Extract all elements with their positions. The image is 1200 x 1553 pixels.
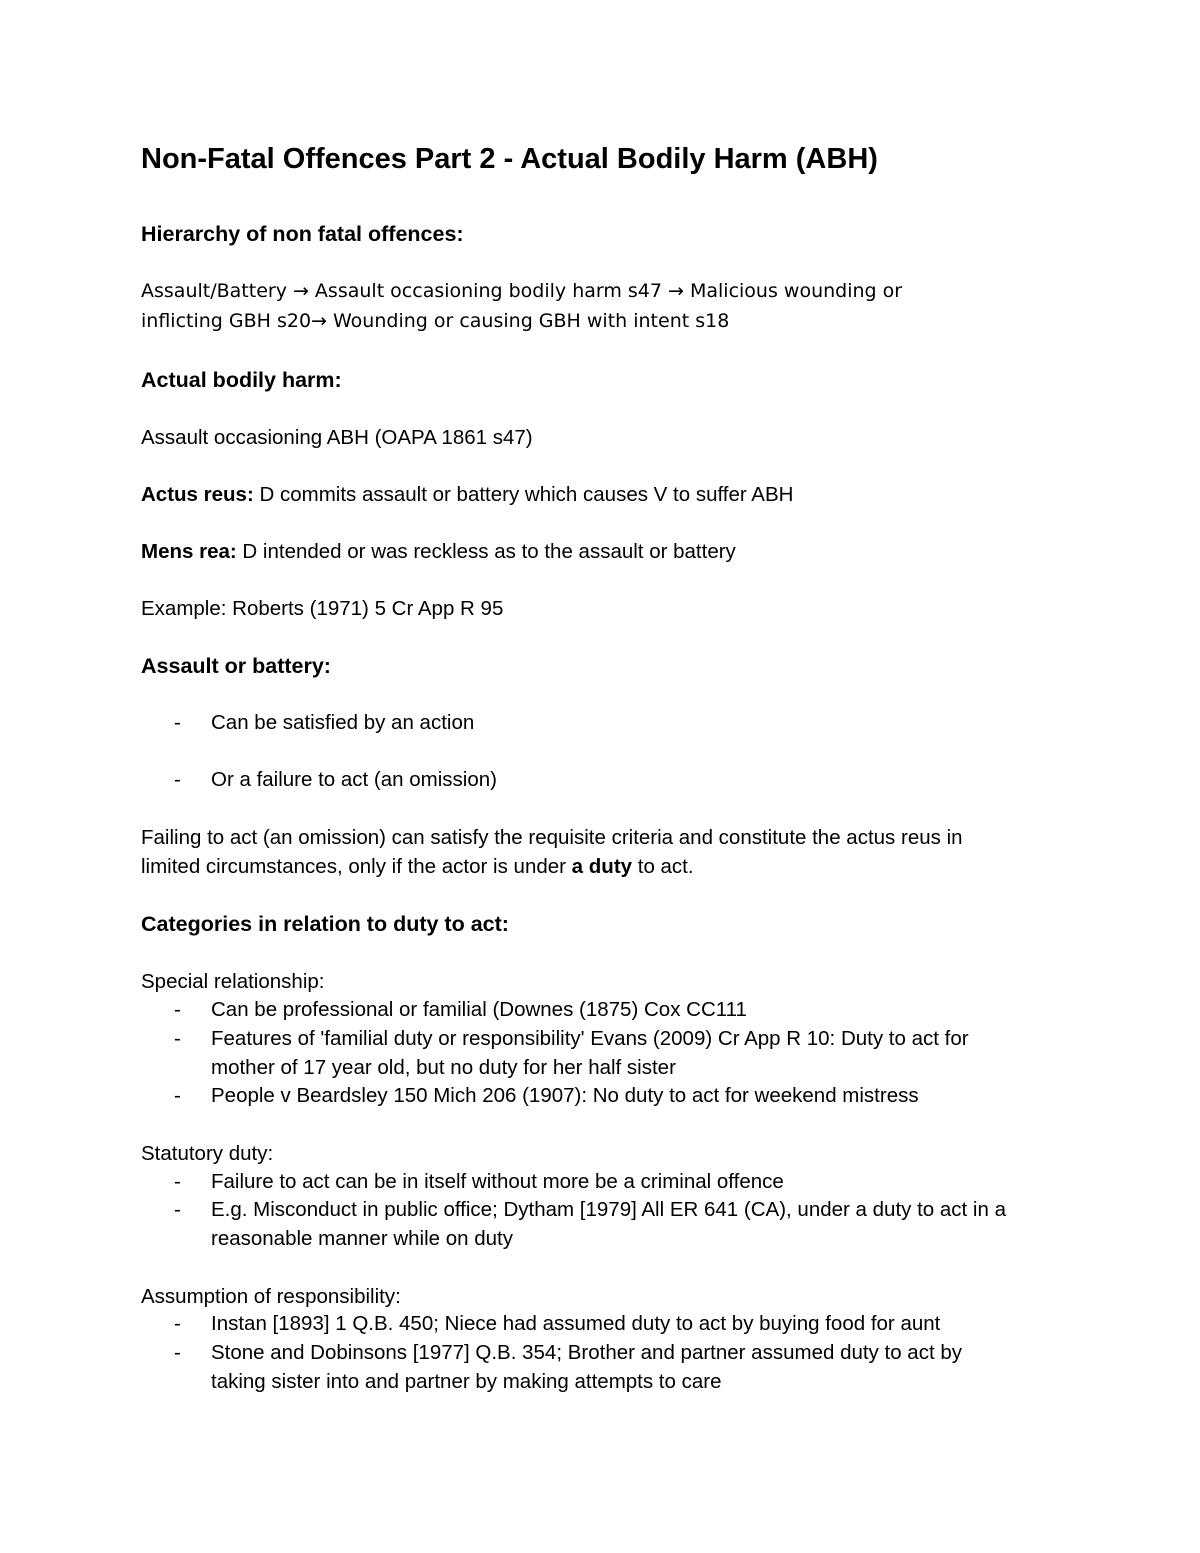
assumption-of-responsibility-label: Assumption of responsibility: (141, 1285, 401, 1308)
dash-bullet: - (174, 711, 181, 734)
heading-assault-or-battery: Assault or battery: (141, 654, 331, 678)
list-item-text: People v Beardsley 150 Mich 206 (1907): No duty to act for weekend mistress (211, 1084, 919, 1107)
omission-para-text: limited circumstances, only if the actor is under (141, 855, 572, 878)
dash-bullet: - (174, 1198, 181, 1221)
list-item (141, 1196, 1101, 1254)
omission-para-line-2 (141, 852, 694, 881)
list-item (141, 1339, 1101, 1397)
dash-bullet: - (174, 1084, 181, 1107)
list-item-text: E.g. Misconduct in public office; Dytham [1979] All ER 641 (CA), under a duty to act in a (211, 1198, 1006, 1221)
list-item (141, 1082, 1101, 1111)
dash-bullet: - (174, 1341, 181, 1364)
omission-para-text-end: to act. (632, 855, 694, 878)
abh-example: Example: Roberts (1971) 5 Cr App R 95 (141, 597, 504, 620)
actus-reus-text: D commits assault or battery which causes V to suffer ABH (253, 483, 794, 506)
heading-actual-bodily-harm: Actual bodily harm: (141, 368, 342, 392)
heading-duty-categories: Categories in relation to duty to act: (141, 912, 509, 936)
list-item-text-cont: mother of 17 year old, but no duty for her half sister (211, 1055, 676, 1079)
list-item (141, 996, 1101, 1025)
actus-reus-label: Actus reus: (141, 483, 254, 506)
list-item (141, 709, 1041, 738)
list-item-text: Features of 'familial duty or responsibility' Evans (2009) Cr App R 10: Duty to act for (211, 1027, 969, 1050)
abh-definition: Assault occasioning ABH (OAPA 1861 s47) (141, 426, 533, 449)
list-item (141, 1168, 1101, 1197)
list-item-text: Can be professional or familial (Downes (1875) Cox CC111 (211, 998, 747, 1021)
hierarchy-line-1: Assault/Battery → Assault occasioning bodily harm s47 → Malicious wounding or (141, 280, 903, 302)
mens-rea-text: D intended or was reckless as to the assault or battery (236, 540, 736, 563)
dash-bullet: - (174, 1170, 181, 1193)
dash-bullet: - (174, 998, 181, 1021)
hierarchy-line-2: inflicting GBH s20→ Wounding or causing GBH with intent s18 (141, 310, 730, 332)
statutory-duty-label: Statutory duty: (141, 1142, 274, 1165)
list-item-text: Stone and Dobinsons [1977] Q.B. 354; Brother and partner assumed duty to act by (211, 1341, 962, 1364)
list-item-text-cont: taking sister into and partner by making attempts to care (211, 1369, 722, 1393)
dash-bullet: - (174, 1027, 181, 1050)
list-item (141, 1310, 1101, 1339)
dash-bullet: - (174, 768, 181, 791)
list-item-text: Instan [1893] 1 Q.B. 450; Niece had assumed duty to act by buying food for aunt (211, 1312, 941, 1335)
mens-rea-line (141, 537, 736, 566)
page-title: Non-Fatal Offences Part 2 - Actual Bodily Harm (ABH) (141, 143, 878, 175)
duty-emphasis: a duty (571, 855, 633, 878)
list-item-text: Or a failure to act (an omission) (211, 768, 497, 791)
dash-bullet: - (174, 1312, 181, 1335)
mens-rea-label: Mens rea: (141, 540, 237, 563)
list-item (141, 1025, 1101, 1083)
special-relationship-label: Special relationship: (141, 970, 325, 993)
heading-hierarchy: Hierarchy of non fatal offences: (141, 222, 464, 246)
list-item-text: Failure to act can be in itself without more be a criminal offence (211, 1170, 784, 1193)
omission-para-line-1: Failing to act (an omission) can satisfy the requisite criteria and constitute the actus reus in (141, 826, 963, 849)
actus-reus-line (141, 480, 793, 509)
list-item (141, 766, 1041, 795)
list-item-text-cont: reasonable manner while on duty (211, 1226, 513, 1250)
list-item-text: Can be satisfied by an action (211, 711, 475, 734)
